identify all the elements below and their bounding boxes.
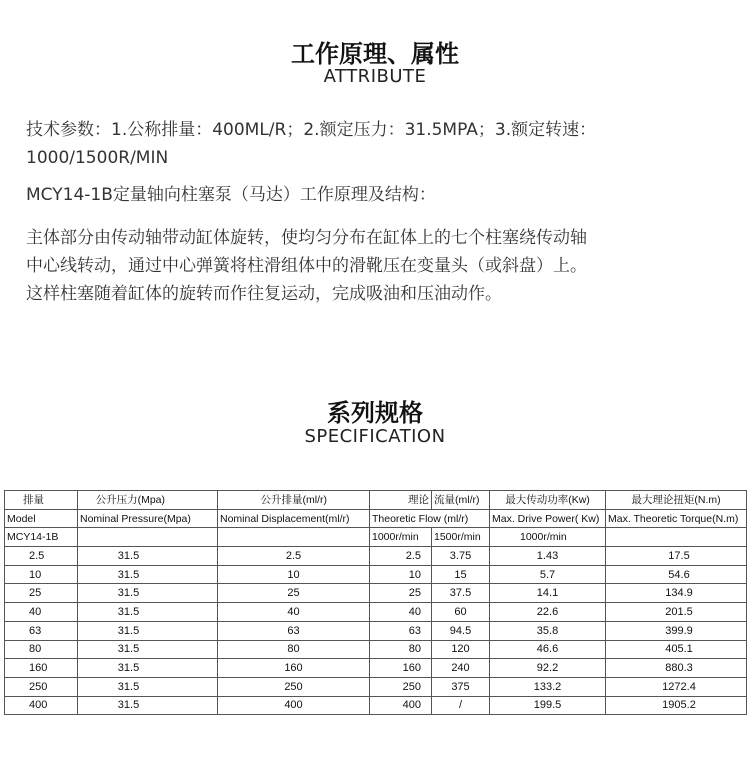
cell-model: 10 (5, 565, 78, 584)
power-rpm-label: 1000r/min (490, 528, 606, 547)
spec-subtitle: SPECIFICATION (304, 426, 446, 447)
series-label: MCY14-1B (5, 528, 78, 547)
cell-torque: 134.9 (606, 584, 747, 603)
cell-displacement: 63 (218, 621, 370, 640)
header-en-displacement: Nominal Displacement(ml/r) (218, 509, 370, 528)
table-row (5, 565, 747, 584)
cell-pressure: 31.5 (78, 696, 218, 715)
cell-pressure: 31.5 (78, 603, 218, 622)
subheader-torque-empty (606, 528, 747, 547)
cell-displacement: 80 (218, 640, 370, 659)
cell-displacement: 25 (218, 584, 370, 603)
cell-model: 250 (5, 677, 78, 696)
cell-flow-1000: 2.5 (370, 547, 432, 566)
header-en-pressure: Nominal Pressure(Mpa) (78, 509, 218, 528)
cell-torque: 1905.2 (606, 696, 747, 715)
header-cn-torque: 最大理论扭矩(N.m) (606, 491, 747, 510)
cell-power: 5.7 (490, 565, 606, 584)
cell-model: 25 (5, 584, 78, 603)
header-cn-model: 排量 (5, 491, 78, 510)
header-row-cn (5, 491, 747, 510)
cell-power: 46.6 (490, 640, 606, 659)
principle-line-2: 中心线转动，通过中心弹簧将柱滑组体中的滑靴压在变量头（或斜盘）上。 (26, 256, 587, 276)
cell-torque: 201.5 (606, 603, 747, 622)
principle-line-3: 这样柱塞随着缸体的旋转而作往复运动，完成吸油和压油动作。 (26, 284, 502, 304)
cell-flow-1000: 160 (370, 659, 432, 678)
table-row (5, 603, 747, 622)
cell-power: 35.8 (490, 621, 606, 640)
cell-power: 1.43 (490, 547, 606, 566)
header-cn-power: 最大传动功率(Kw) (490, 491, 606, 510)
cell-power: 14.1 (490, 584, 606, 603)
working-principle (26, 224, 731, 308)
cell-torque: 1272.4 (606, 677, 747, 696)
cell-torque: 54.6 (606, 565, 747, 584)
header-cn-theo-label: 理论 (370, 491, 432, 510)
cell-flow-1500: 15 (432, 565, 490, 584)
cell-model: 63 (5, 621, 78, 640)
table-row (5, 659, 747, 678)
cell-pressure: 31.5 (78, 677, 218, 696)
spec-title: 系列规格 (327, 399, 423, 427)
subheader-displacement-empty (218, 528, 370, 547)
table-row (5, 584, 747, 603)
rpm-1500-label: 1500r/min (432, 528, 490, 547)
table-row (5, 621, 747, 640)
table-row (5, 696, 747, 715)
cell-flow-1500: / (432, 696, 490, 715)
cell-torque: 405.1 (606, 640, 747, 659)
cell-flow-1500: 240 (432, 659, 490, 678)
cell-flow-1500: 375 (432, 677, 490, 696)
cell-flow-1000: 25 (370, 584, 432, 603)
cell-flow-1500: 37.5 (432, 584, 490, 603)
header-en-torque: Max. Theoretic Torque(N.m) (606, 509, 747, 528)
subheader-pressure-empty (78, 528, 218, 547)
cell-displacement: 160 (218, 659, 370, 678)
cell-displacement: 2.5 (218, 547, 370, 566)
cell-pressure: 31.5 (78, 621, 218, 640)
cell-torque: 399.9 (606, 621, 747, 640)
spec-table (4, 490, 747, 715)
header-cn-theo-flow: 流量(ml/r) (432, 491, 490, 510)
params-line-1: 技术参数：1.公称排量：400ML/R；2.额定压力：31.5MPA；3.额定转速： (26, 120, 597, 140)
cell-pressure: 31.5 (78, 547, 218, 566)
cell-flow-1000: 40 (370, 603, 432, 622)
header-en-model: Model (5, 509, 78, 528)
cell-torque: 880.3 (606, 659, 747, 678)
cell-flow-1500: 3.75 (432, 547, 490, 566)
cell-torque: 17.5 (606, 547, 747, 566)
header-en-power: Max. Drive Power( Kw) (490, 509, 606, 528)
cell-power: 133.2 (490, 677, 606, 696)
header-row-en (5, 509, 747, 528)
cell-flow-1500: 60 (432, 603, 490, 622)
cell-power: 22.6 (490, 603, 606, 622)
cell-model: 2.5 (5, 547, 78, 566)
cell-pressure: 31.5 (78, 640, 218, 659)
cell-flow-1500: 94.5 (432, 621, 490, 640)
cell-flow-1500: 120 (432, 640, 490, 659)
cell-flow-1000: 400 (370, 696, 432, 715)
cell-pressure: 31.5 (78, 565, 218, 584)
cell-pressure: 31.5 (78, 659, 218, 678)
principle-line-1: 主体部分由传动轴带动缸体旋转，使均匀分布在缸体上的七个柱塞绕传动轴 (26, 228, 587, 248)
cell-displacement: 10 (218, 565, 370, 584)
structure-intro: MCY14-1B定量轴向柱塞泵（马达）工作原理及结构： (26, 185, 436, 205)
header-cn-pressure: 公升压力(Mpa) (78, 491, 218, 510)
params-line-2: 1000/1500R/MIN (26, 148, 169, 168)
cell-pressure: 31.5 (78, 584, 218, 603)
header-en-flow: Theoretic Flow (ml/r) (370, 509, 490, 528)
subheader-row (5, 528, 747, 547)
cell-flow-1000: 80 (370, 640, 432, 659)
cell-model: 80 (5, 640, 78, 659)
cell-displacement: 40 (218, 603, 370, 622)
cell-flow-1000: 250 (370, 677, 432, 696)
cell-displacement: 400 (218, 696, 370, 715)
cell-model: 160 (5, 659, 78, 678)
table-row (5, 640, 747, 659)
header-cn-displacement: 公升排量(ml/r) (218, 491, 370, 510)
cell-power: 92.2 (490, 659, 606, 678)
cell-displacement: 250 (218, 677, 370, 696)
technical-params (26, 116, 731, 172)
attribute-subtitle: ATTRIBUTE (323, 66, 427, 87)
table-row (5, 547, 747, 566)
cell-power: 199.5 (490, 696, 606, 715)
cell-model: 400 (5, 696, 78, 715)
table-row (5, 677, 747, 696)
attribute-title: 工作原理、属性 (291, 40, 459, 68)
cell-flow-1000: 63 (370, 621, 432, 640)
cell-model: 40 (5, 603, 78, 622)
cell-flow-1000: 10 (370, 565, 432, 584)
rpm-1000-label: 1000r/min (370, 528, 432, 547)
